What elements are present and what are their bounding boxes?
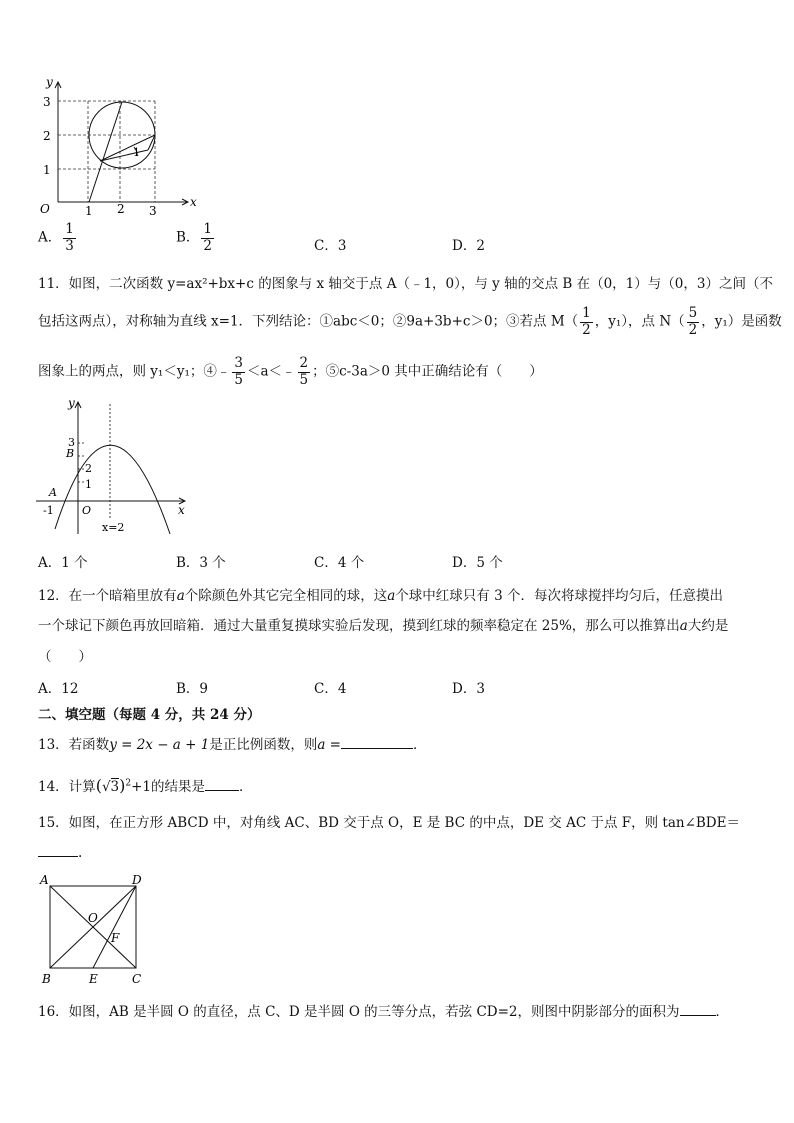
q12-line3: （ ） (38, 649, 92, 665)
q15-square-figure (36, 866, 156, 990)
q15-label-a: A (40, 873, 49, 887)
section-heading-fill-in: 二、填空题（每题 4 分，共 24 分） (38, 707, 261, 723)
q15-label-e: E (89, 972, 98, 986)
q11-y-label: y (68, 396, 75, 410)
q10-y-tick-1: 1 (43, 163, 51, 177)
q11-label-a: A (49, 486, 57, 499)
q10-origin: O (40, 202, 50, 216)
q10-option-d[interactable]: D．2 (452, 238, 485, 254)
q10-x-label: x (190, 195, 197, 209)
q15-label-b: B (42, 972, 51, 986)
q11-x-label: x (178, 503, 185, 517)
q12-option-d[interactable]: D．3 (452, 681, 485, 697)
q13: 13．若函数y = 2x − a + 1是正比例函数，则a = ． (38, 733, 427, 753)
q16: 16．如图，AB 是半圆 O 的直径，点 C、D 是半圆 O 的三等分点，若弦 CD=2，则图中阴影部分的面积为 ． (38, 1000, 729, 1020)
q11-origin: O (82, 504, 92, 517)
q11-label-2: 2 (85, 462, 92, 475)
q15-line2: . (38, 842, 82, 861)
q10-y-tick-2: 2 (43, 129, 51, 143)
q12-line1: 12．在一个暗箱里放有a个除颜色外其它完全相同的球，这a个球中红球只有 3 个．每次将球搅拌均匀后，任意摸出 (38, 588, 723, 604)
q10-y-label: y (46, 75, 53, 89)
q12-option-a[interactable]: A．12 (38, 681, 79, 697)
q10-option-a[interactable]: A． $\frac{1}{3}$ (38, 221, 74, 254)
q10-option-b[interactable]: B． $\frac{1}{2}$ (176, 221, 213, 254)
q10-x-tick-1: 1 (85, 204, 93, 218)
q15-label-c: C (132, 972, 142, 986)
q11-option-b[interactable]: B．3 个 (176, 555, 226, 571)
q15-answer-blank[interactable] (38, 842, 78, 857)
q12-option-b[interactable]: B．9 (176, 681, 209, 697)
q13-answer-blank[interactable] (341, 734, 413, 749)
q10-y-tick-3: 3 (43, 95, 51, 109)
q15-line1: 15．如图，在正方形 ABCD 中，对角线 AC、BD 交于点 O，E 是 BC 的中点，DE 交 AC 于点 F，则 tan∠BDE＝ (38, 815, 740, 831)
q11-option-d[interactable]: D．5 个 (452, 555, 503, 571)
q12-option-c[interactable]: C．4 (314, 681, 347, 697)
q11-label-1: 1 (85, 478, 92, 491)
q15-label-d: D (132, 873, 142, 887)
q14: 14．计算$(√3)^2+1$的结果是 ． (38, 776, 253, 795)
q11-option-c[interactable]: C．4 个 (314, 555, 365, 571)
q11-label-neg1: -1 (43, 504, 54, 517)
q10-x-tick-2: 2 (117, 202, 125, 216)
q11-axis-label: x=2 (102, 521, 125, 534)
q16-answer-blank[interactable] (680, 1001, 716, 1016)
q10-angle-label: 1 (133, 146, 140, 159)
q11-label-3: 3 (68, 436, 75, 449)
q10-graph (30, 72, 200, 222)
q11-line1: 11．如图，二次函数 y=ax²+bx+c 的图象与 x 轴交于点 A（﹣1，0），与 y 轴的交点 B 在（0，1）与（0，3）之间（不 (38, 276, 773, 292)
q11-option-a[interactable]: A．1 个 (38, 555, 88, 571)
q12-line2: 一个球记下颜色再放回暗箱．通过大量重复摸球实验后发现，摸到红球的频率稳定在 25%，那么可以推算出a大约是 (38, 618, 729, 634)
q11-line3: 图象上的两点，则 y₁＜y₁；④﹣ $\frac{3}{5}$ ＜a＜﹣ $\frac{2}{5}$ ；⑤c-3a＞0 其中正确结论有（ ） (38, 355, 543, 388)
q11-line2: 包括这两点），对称轴为直线 x=1．下列结论：①abc＜0；②9a+3b+c＞0；③若点 M（ $\frac{1}{2}$ ，y₁），点 N（ $\frac{5}{2}$ ，y₁）是函数 (38, 305, 782, 338)
q10-option-c[interactable]: C．3 (314, 238, 347, 254)
q15-label-f: F (111, 931, 120, 945)
q14-answer-blank[interactable] (205, 776, 239, 791)
q10-x-tick-3: 3 (149, 204, 157, 218)
q11-label-b: B (66, 447, 75, 460)
q15-label-o: O (88, 911, 98, 925)
q11-graph (30, 394, 195, 539)
